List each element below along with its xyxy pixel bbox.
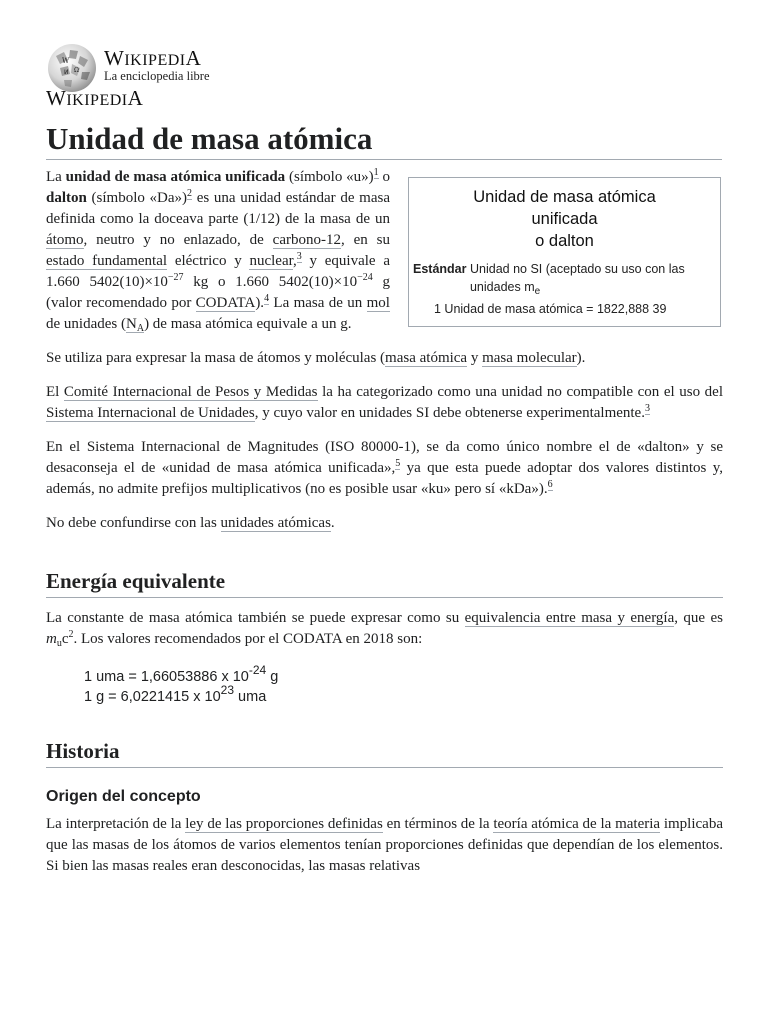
link-codata[interactable]: CODATA [195,295,256,311]
ref-5[interactable]: 5 [395,458,401,469]
wikipedia-wordmark-secondary: WIKIPEDIA [46,86,144,110]
infobox-standard-value: Unidad no SI (aceptado su uso con las unidades $m_e$ [469,262,685,297]
paragraph-energia: La constante de masa atómica también se puede expresar como su equivalencia entre masa y energía, que es $m_uc^2$. Los valores recomendados por el CODATA en 2018 son: [46,610,724,649]
ref-3b[interactable]: 3 [644,403,650,414]
link-equivalencia-masa-energia[interactable]: equivalencia entre masa y energía [464,610,675,626]
ref-3[interactable]: 3 [296,251,302,262]
article-content [46,167,723,877]
link-teoria-atomica[interactable]: teoría atómica de la materia [493,816,661,832]
formula-uma-to-g: 1 uma = 1,66053886 x $10^{-24}$ g [84,663,279,685]
link-avogadro[interactable]: $N_A$ [125,316,145,334]
link-mol[interactable]: mol [366,295,390,311]
wikipedia-wordmark: WIKIPEDIA [104,46,202,70]
paragraph-comite: El Comité Internacional de Pesos y Medidas la ha categorizado como una unidad no compatible con el uso del Sistema Internacional de Unidades, y cuyo valor en unidades SI debe obtenerse experimentalmente.$^3$ [46,384,723,421]
link-atomo[interactable]: átomo [46,232,84,248]
infobox-standard-label: Estándar [413,262,467,276]
lead-paragraph: La unidad de masa atómica unificada (símbolo «u»)$^1$ o dalton (símbolo «Da»)$^2$ es una unidad estándar de masa definida como la doceava parte (1/12) de la masa de un átomo, neutro y no enlazado, de carbono-12, en su estado fundamental eléctrico y nuclear,$^3$ y equivale a 1.660 $5402(10)\times 10^{-27}$ kg o 1.660 $5402(10)\times 10^{-24}$ g (valor recomendado por CODATA).$^4$ La masa de un mol de unidades $(N_A)$ de masa atómica equivale a un g. [46,167,391,334]
page-title: Unidad de masa atómica [46,119,722,160]
paragraph-origen: La interpretación de la ley de las proporciones definidas en términos de la teoría atómica de la materia implicaba que las masas de los átomos de varios elementos tenían proporciones definidas que dependían de los elementos. Si bien las masas reales eran desconocidas, las masas relativas [46,816,723,874]
svg-text:И: И [64,69,69,76]
link-ley-proporciones-definidas[interactable]: ley de las proporciones definidas [185,816,383,832]
infobox-standard-row [413,260,720,296]
link-masa-molecular[interactable]: masa molecular [482,350,577,366]
ref-4[interactable]: 4 [264,293,270,304]
link-comite-internacional[interactable]: Comité Internacional de Pesos y Medidas [63,384,318,400]
heading-energia-equivalente: Energía equivalente [46,567,723,598]
ref-6[interactable]: 6 [547,479,553,490]
link-nuclear[interactable]: nuclear [249,253,294,269]
heading-historia: Historia [46,737,723,768]
link-unidades-atomicas[interactable]: unidades atómicas [220,515,331,531]
paragraph-uso: Se utiliza para expresar la masa de átomos y moléculas (masa atómica y masa molecular). [46,350,586,366]
paragraph-confundir: No debe confundirse con las unidades atómicas. [46,515,335,531]
paragraph-iso: En el Sistema Internacional de Magnitudes (ISO 80000-1), se da como único nombre el de «dalton» y se desaconseja el de «unidad de masa atómica unificada»,$^5$ ya que esta puede adoptar dos valores distintos y, además, no admite prefijos multiplicativos (no es posible usar «ku» pero sí «kDa»).$^6$ [46,439,724,497]
link-carbono-12[interactable]: carbono-12 [272,232,341,248]
infobox-title: Unidad de masa atómica unificada o dalton [473,188,656,250]
svg-text:Ω: Ω [74,67,79,74]
wikipedia-header[interactable] [46,40,346,110]
ref-2[interactable]: 2 [187,188,193,199]
infobox [408,177,721,327]
wikipedia-tagline: La enciclopedia libre [104,69,210,83]
svg-text:W: W [62,57,70,65]
link-estado-fundamental[interactable]: estado fundamental [46,253,168,269]
formula-g-to-uma: 1 g = 6,0221415 x $10^{23}$ uma [84,683,267,705]
link-sistema-internacional[interactable]: Sistema Internacional de Unidades [46,405,255,421]
link-masa-atomica[interactable]: masa atómica [385,350,468,366]
infobox-equivalence: 1 Unidad de masa atómica = 1822,888 39 [434,302,667,316]
ref-1[interactable]: 1 [373,167,379,178]
heading-origen-concepto: Origen del concepto [46,788,201,805]
